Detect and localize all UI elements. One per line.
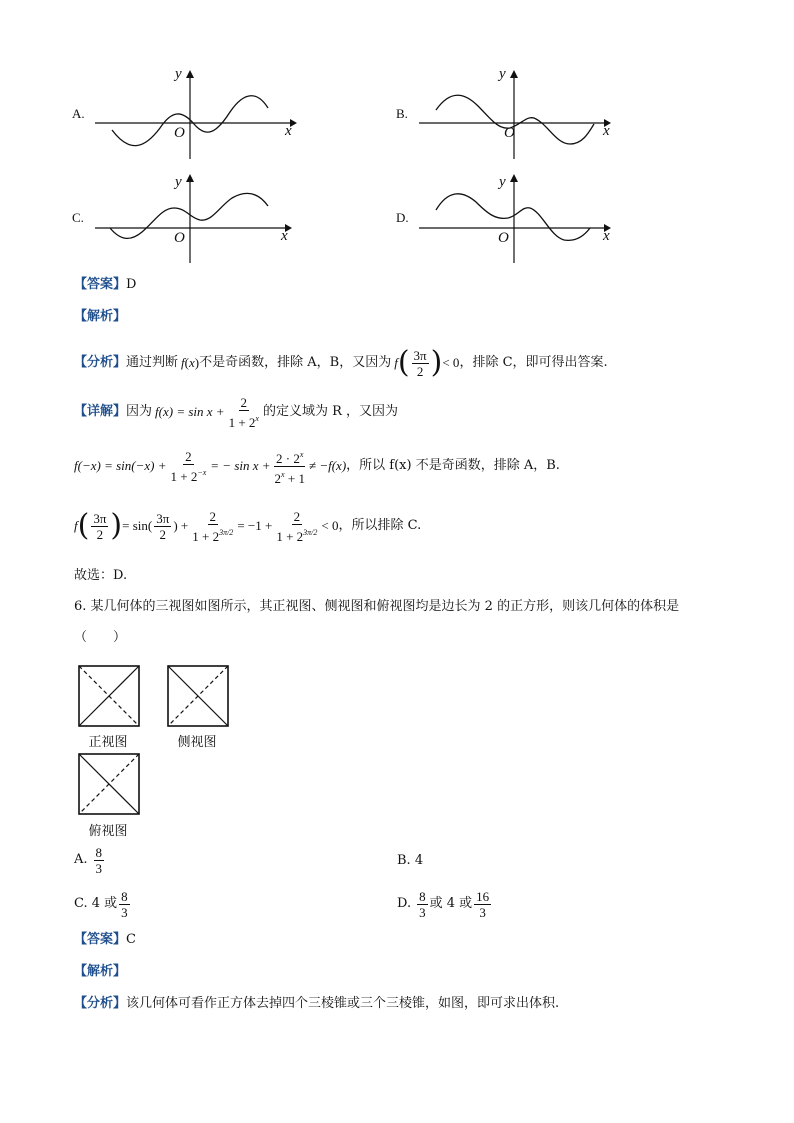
xiangjie-text2: 的定义域为 R ，又因为: [262, 404, 399, 419]
fenxi-x: x: [189, 355, 195, 370]
graph-option-c: [90, 170, 305, 274]
q6-option-d: [397, 886, 493, 922]
q6-option-c: [74, 886, 132, 922]
axis-x-label: x: [603, 228, 610, 244]
front-view-diagram: [78, 665, 140, 731]
axis-y-label: y: [175, 66, 182, 82]
fenxi-text: 该几何体可看作正方体去掉四个三棱锥或三个三棱锥，如图，即可求出体积.: [126, 996, 560, 1011]
side-view-caption: 侧视图: [177, 735, 217, 750]
line2-mid: = − sin x +: [210, 458, 271, 473]
origin-label: O: [504, 125, 515, 141]
q5-conclusion: 故选：D.: [74, 568, 128, 583]
axis-x-label: x: [281, 228, 288, 244]
xiangjie-text1: 因为: [126, 404, 153, 419]
fenxi-f: f: [181, 355, 185, 370]
option-d-label: D.: [397, 896, 412, 911]
option-d-label: D.: [396, 210, 409, 225]
q5-answer-line: [74, 277, 136, 293]
q5-line3: f ( $\frac{3\pi}{2}$ ) = sin( $\frac{3\pi}{2}$ ) + $\frac{2}{1 + 2^{3\pi/2}}$ = −1 + $\frac{2}{1 + 2^{3\pi/2}}$ < 0 ，所以排除 C.: [74, 508, 422, 544]
axis-y-label: y: [499, 174, 506, 190]
q6-option-a: [74, 842, 106, 878]
fenxi-fraction: $\frac{3\pi}{2}$: [413, 347, 427, 379]
graph-option-d: [414, 170, 629, 274]
answer-value: C: [126, 932, 136, 947]
q5-line2: [74, 448, 560, 484]
fenxi-text1: 通过判断: [126, 355, 179, 370]
side-view-diagram: [167, 665, 229, 731]
line3-fraction1: $\frac{2}{1 + 2^{3\pi/2}}$: [192, 508, 234, 544]
front-view-caption: 正视图: [88, 735, 128, 750]
q6-fenxi-line: [74, 996, 559, 1012]
fenxi-tag: 【分析】: [74, 996, 127, 1011]
line2-text: ，所以 f(x) 不是奇函数，排除 A，B.: [346, 458, 560, 473]
option-d-fraction1: $\frac{8}{3}$: [419, 888, 426, 920]
option-c-fraction: $\frac{8}{3}$: [121, 888, 128, 920]
line3-lt0: < 0: [321, 518, 339, 533]
xiangjie-fx: f(x) = sin x +: [155, 404, 225, 419]
line2-fraction1: $\frac{2}{1 + 2^{-x}}$: [170, 448, 207, 484]
line3-eq-sin: = sin(: [122, 518, 153, 533]
option-d-mid: 或 4 或: [429, 896, 473, 911]
q6-stem-line2: （ ）: [74, 630, 127, 645]
origin-label: O: [174, 125, 185, 141]
axis-y-label: y: [499, 66, 506, 82]
q6-stem-line1: 6. 某几何体的三视图如图所示，其正视图、侧视图和俯视图均是边长为 2 的正方形，则该几何体的体积是: [74, 599, 680, 614]
fenxi-text3: ，排除 C，即可得出答案.: [459, 355, 608, 370]
option-b-label: B.: [396, 106, 408, 121]
fenxi-text2: 不是奇函数，排除 A，B，又因为: [199, 355, 392, 370]
option-c-label: C. 4 或: [74, 896, 118, 911]
answer-value: D: [126, 277, 137, 292]
origin-label: O: [174, 230, 185, 246]
line3-text: ，所以排除 C.: [338, 518, 422, 533]
line3-fraction-arg: $\frac{3\pi}{2}$: [93, 510, 107, 542]
answer-tag: 【答案】: [74, 277, 127, 292]
line3-rparen-plus: ) +: [173, 518, 189, 533]
xiangjie-fraction: $\frac{2}{1 + 2^x}$: [228, 394, 259, 430]
top-view-diagram: [78, 753, 140, 819]
xiangjie-tag: 【详解】: [74, 404, 127, 419]
line3-eq2: = −1 +: [237, 518, 273, 533]
option-d-fraction2: $\frac{16}{3}$: [476, 888, 490, 920]
line2-fraction2: $\frac{2 \cdot 2^x}{2^x + 1}$: [273, 447, 307, 486]
q5-fenxi-line: 【分析】 通过判断 f ( x ) 不是奇函数，排除 A，B，又因为 f ( $\frac{3\pi}{2}$ ) < 0 ，排除 C，即可得出答案.: [74, 345, 608, 380]
fenxi-lt0: < 0: [442, 355, 460, 370]
q6-option-b: B. 4: [397, 853, 424, 868]
top-view-caption: 俯视图: [88, 824, 128, 839]
option-a-label: A.: [72, 106, 85, 121]
fenxi-tag: 【分析】: [74, 355, 127, 370]
option-a-label: A.: [74, 852, 88, 867]
option-c-label: C.: [72, 210, 84, 225]
origin-label: O: [498, 230, 509, 246]
line2-lhs: f(−x) = sin(−x) +: [74, 458, 167, 473]
option-a-fraction: $\frac{8}{3}$: [95, 844, 103, 876]
analysis-tag: 【解析】: [74, 964, 127, 979]
line3-fraction2: $\frac{2}{1 + 2^{3\pi/2}}$: [276, 508, 318, 544]
graph-option-b: [414, 66, 629, 170]
axis-x-label: x: [603, 123, 610, 139]
answer-tag: 【答案】: [74, 932, 127, 947]
analysis-tag: 【解析】: [74, 309, 127, 324]
axis-x-label: x: [285, 123, 292, 139]
graph-option-a: [90, 66, 305, 170]
line2-neq: ≠ −f(x): [308, 458, 347, 473]
axis-y-label: y: [175, 174, 182, 190]
q6-answer-line: [74, 932, 136, 948]
q5-xiangjie-line: [74, 394, 398, 430]
